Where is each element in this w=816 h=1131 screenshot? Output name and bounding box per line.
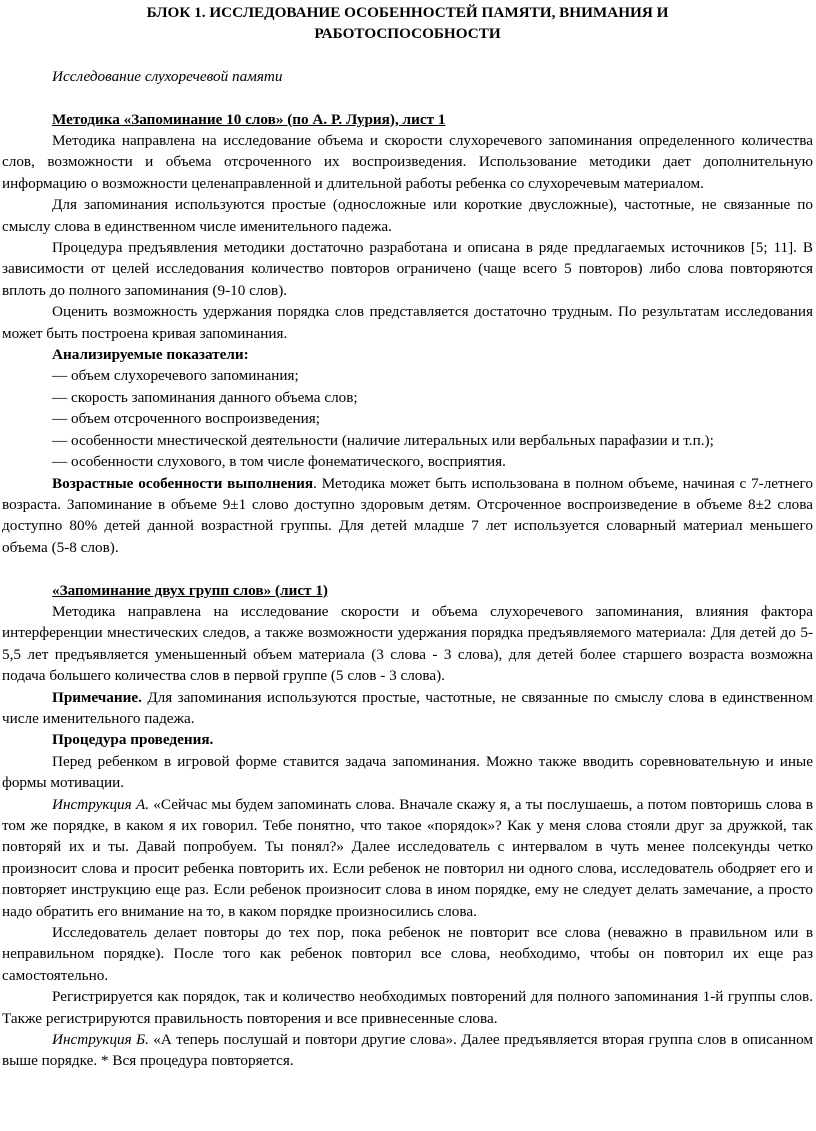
method1-paragraph-4: Оценить возможность удержания порядка слов представляется достаточно трудным. По результатам исследования может быть построена кривая запоминания. (2, 303, 813, 342)
section-subtitle: Исследование слухоречевой памяти (52, 67, 283, 85)
procedure-heading: Процедура проведения. (52, 731, 214, 749)
note-paragraph (2, 687, 813, 730)
method1-paragraph-1: Методика направлена на исследование объема и скорости слухоречевого запоминания определенного количества слов, возможности и объема отсроченного их воспроизведения. Использование методики дает дополнительную информацию о возможности целенаправленной и длительной работы ребенка со слухоречевым материалом. (2, 132, 813, 192)
method2-heading: «Запоминание двух групп слов» (лист 1) (52, 581, 328, 599)
spacer (2, 87, 813, 108)
method1-paragraph-3: Процедура предъявления методики достаточно разработана и описана в ряде предлагаемых источников [5; 11]. В зависимости от целей исследования количество повторов ограничено (чаще всего 5 повторов) либо слова повторяются вплоть до полного запоминания (9-10 слов). (2, 239, 813, 299)
method2-paragraph-3: Исследователь делает повторы до тех пор, пока ребенок не повторит все слова (неважно в правильном или в неправильном порядке). После того как ребенок повторил все слова, необходимо, чтобы он повторил их еще раз самостоятельно. (2, 924, 813, 984)
instruction-a-paragraph (2, 794, 813, 922)
age-features-paragraph (2, 473, 813, 559)
indicators-heading: Анализируемые показатели: (52, 346, 249, 364)
spacer (2, 558, 813, 579)
method1-heading: Методика «Запоминание 10 слов» (по А. Р. Лурия), лист 1 (52, 110, 446, 128)
method2-paragraph-1: Методика направлена на исследование скорости и объема слухоречевого запоминания, влияния фактора интерференции мнестических следов, а также возможности удержания порядка предъявляемого материала: Для детей до 5-5,5 лет предъявляется уменьшенный объем материала (3 слова - 3 слова), для детей более старшего возраста возможна подача большего количества слов в первой группе (5 слов - 3 слова). (2, 602, 813, 685)
instruction-a-text: «Сейчас мы будем запоминать слова. Вначале скажу я, а ты послушаешь, а потом повторишь слова в том же порядке, в каком я их говорил. Тебе понятно, что такое «порядок»? Как у меня слова стояли друг за дружкой, так повторяй их и ты. Давай попробуем. Ты понял?» Далее исследователь с интервалом в чуть менее полсекунды четко произносит слова и просит ребенка повторить их. Если ребенок не повторил ни одного слова, исследователь ободряет его и повторяет инструкцию еще раз. Если ребенок произносит слова в ином порядке, ему не следует делать замечание, а просто надо обратить его внимание на то, в каком порядке произносились слова. (2, 795, 813, 920)
indicator-item: — особенности слухового, в том числе фонематического, восприятия. (52, 453, 506, 471)
note-text: Для запоминания используются простые, частотные, не связанные по смыслу слова в единственном числе именительного падежа. (2, 688, 813, 727)
method2-paragraph-4: Регистрируется как порядок, так и количество необходимых повторений для полного запоминания 1-й группы слов. Также регистрируются правильность повторения и все привнесенные слова. (2, 988, 813, 1027)
indicator-item: — скорость запоминания данного объема слов; (52, 388, 358, 406)
instruction-b-paragraph (2, 1029, 813, 1072)
method1-paragraph-2: Для запоминания используются простые (односложные или короткие двусложные), частотные, не связанные по смыслу слова в единственном числе именительного падежа. (2, 196, 813, 235)
note-label: Примечание. (52, 688, 142, 706)
indicator-item: — особенности мнестической деятельности (наличие литеральных или вербальных парафазии и т.п.); (52, 431, 714, 449)
instruction-a-label: Инструкция А. (52, 795, 150, 813)
indicator-item: — объем отсроченного воспроизведения; (52, 410, 320, 428)
age-features-label: Возрастные особенности выполнения (52, 474, 314, 492)
age-features-text: . Методика может быть использована в полном объеме, начиная с 7-летнего возраста. Запоминание в объеме 9±1 слово доступно здоровым детям. Отсроченное воспроизведение в объеме 8±2 слова доступно 80% детей данной возрастной группы. Для детей младше 7 лет используется словарный материал меньшего объема (5-8 слов). (2, 474, 813, 556)
instruction-b-label: Инструкция Б. (52, 1031, 149, 1049)
method2-paragraph-2: Перед ребенком в игровой форме ставится задача запоминания. Можно также вводить соревновательную и иные формы мотивации. (2, 752, 813, 792)
instruction-b-text: «А теперь послушай и повтори другие слова». Далее предъявляется вторая группа слов в описанном выше порядке. * Вся процедура повторяется. (2, 1031, 814, 1070)
indicator-item: — объем слухоречевого запоминания; (52, 367, 299, 385)
page-title: БЛОК 1. ИССЛЕДОВАНИЕ ОСОБЕННОСТЕЙ ПАМЯТИ, ВНИМАНИЯ И РАБОТОСПОСОБНОСТИ (146, 4, 669, 43)
